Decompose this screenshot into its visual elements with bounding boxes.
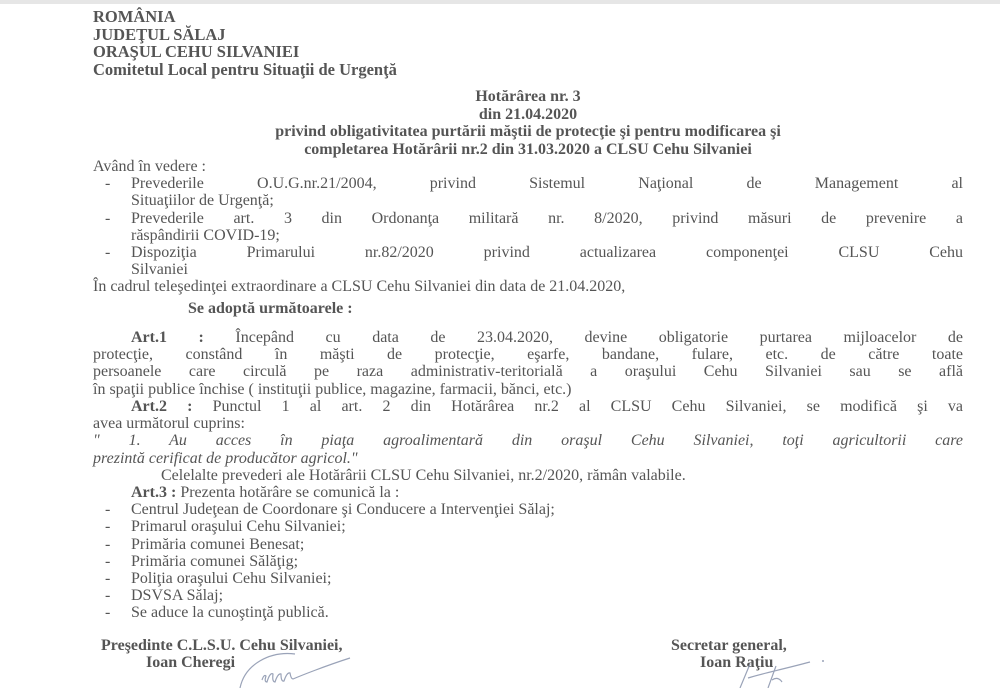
- bullet-dash: -: [105, 570, 111, 588]
- article-2-line: avea următorul cuprins:: [93, 415, 245, 433]
- signature-right-role: Secretar general,: [671, 637, 787, 654]
- recipient-item: [93, 604, 963, 621]
- preamble-session: În cadrul teleşedinţei extraordinare a CLSU Cehu Silvaniei din data de 21.04.2020,: [93, 278, 626, 296]
- recipient-item: [93, 570, 963, 587]
- article-2: [93, 398, 963, 484]
- article-2-quote-line: prezintă cerificat de producător agricol.": [93, 449, 358, 467]
- article-1-line: în spaţii publice închise ( instituţii publice, magazine, farmacii, bănci, etc.): [93, 380, 572, 398]
- preamble-item-line: Prevederile art. 3 din Ordonanţa militară nr. 8/2020, privind măsuri de prevenire a: [131, 209, 963, 227]
- bullet-dash: -: [105, 587, 111, 605]
- bullet-dash: -: [105, 552, 111, 570]
- adoption-heading: Se adoptă următoarele :: [188, 300, 353, 317]
- preamble-item-line: Silvaniei: [131, 261, 188, 279]
- decision-date: din 21.04.2020: [478, 105, 578, 123]
- bullet-dash: -: [105, 175, 111, 193]
- article-1-line: protecţie, constând în măşti de protecţie, eşarfe, bandane, fulare, etc. de către toate: [93, 346, 963, 364]
- recipient-text: Centrul Judeţean de Coordonare şi Conducere a Intervenţiei Sălaj;: [131, 501, 555, 519]
- bullet-dash: -: [105, 501, 111, 519]
- article-1: [93, 329, 963, 398]
- article-2-text: Punctul 1 al art. 2 din Hotărârea nr.2 al CLSU Cehu Silvaniei, se modifică şi va: [212, 398, 963, 415]
- signature-scribble-left: [200, 646, 400, 688]
- bullet-dash: -: [105, 209, 111, 227]
- decision-subject-line-1: privind obligativitatea purtării măştii de protecţie şi pentru modificarea şi: [275, 123, 781, 140]
- article-2-line: [93, 398, 963, 415]
- bullet-dash: -: [105, 535, 111, 553]
- preamble: [93, 158, 963, 296]
- header-country: ROMÂNIA: [93, 7, 176, 26]
- article-2-quote-line: " 1. Au acces în piaţa agroalimentară din oraşul Cehu Silvaniei, toţi agricultorii care: [93, 432, 963, 450]
- article-3-text: Prezenta hotărâre se comunică la :: [180, 484, 400, 501]
- signature-right-name: Ioan Raţiu: [700, 654, 774, 671]
- article-3: [93, 484, 963, 622]
- bullet-dash: -: [105, 604, 111, 622]
- preamble-item: [93, 175, 963, 209]
- recipient-text: Primăria comunei Benesat;: [131, 535, 305, 553]
- recipient-text: Primarul oraşului Cehu Silvaniei;: [131, 518, 346, 536]
- top-edge-bar: [0, 0, 1000, 4]
- signature-scribble-right: [720, 656, 840, 688]
- recipient-item: [93, 501, 963, 518]
- recipient-item: [93, 587, 963, 604]
- bullet-dash: -: [105, 518, 111, 536]
- preamble-item-line: răspândirii COVID-19;: [131, 226, 280, 244]
- article-1-line: [93, 329, 963, 346]
- preamble-item-line: Situaţiilor de Urgenţă;: [131, 192, 274, 210]
- preamble-intro: Având în vedere :: [93, 158, 206, 175]
- decision-subject-line-2: completarea Hotărârii nr.2 din 31.03.2020 a CLSU Cehu Silvaniei: [304, 140, 752, 158]
- article-1-line: persoanele care circulă pe raza administrativ-teritorială a oraşului Cehu Silvaniei sau se află: [93, 363, 963, 381]
- article-3-separator: :: [166, 484, 181, 501]
- preamble-item-line: Dispoziţia Primarului nr.82/2020 privind actualizarea componenţei CLSU Cehu: [131, 244, 963, 262]
- header-committee: Comitetul Local pentru Situaţii de Urgenţă: [93, 59, 397, 79]
- preamble-item: [93, 244, 963, 278]
- preamble-item-line: Prevederile O.U.G.nr.21/2004, privind Sistemul Naţional de Management al: [131, 175, 963, 193]
- article-1-text: Începând cu data de 23.04.2020, devine obligatorie purtarea mijloacelor de: [235, 329, 964, 346]
- recipient-text: DSVSA Sălaj;: [131, 587, 224, 605]
- article-2-separator: :: [166, 398, 213, 415]
- bullet-dash: -: [105, 244, 111, 262]
- recipient-text: Primăria comunei Sălăţig;: [131, 552, 299, 570]
- signature-left-role: Preşedinte C.L.S.U. Cehu Silvaniei,: [101, 637, 343, 654]
- article-3-line: [93, 484, 963, 501]
- recipient-item: [93, 553, 963, 570]
- article-2-label: Art.2: [131, 398, 167, 415]
- recipient-item: [93, 518, 963, 535]
- recipient-item: [93, 536, 963, 553]
- decision-title: [93, 88, 963, 158]
- document-header: [93, 8, 397, 78]
- article-1-separator: :: [166, 329, 236, 346]
- signature-left-name: Ioan Cheregi: [146, 654, 236, 671]
- article-2-remaining: Celelalte prevederi ale Hotărârii CLSU Cehu Silvaniei, nr.2/2020, rămân valabile.: [161, 466, 686, 484]
- decision-number: Hotărârea nr. 3: [475, 88, 581, 105]
- header-town: ORAŞUL CEHU SILVANIEI: [93, 42, 300, 61]
- recipient-text: Se aduce la cunoştinţă publică.: [131, 604, 329, 622]
- preamble-item: [93, 210, 963, 244]
- header-county: JUDEŢUL SĂLAJ: [93, 24, 226, 44]
- recipient-text: Poliţia oraşului Cehu Silvaniei;: [131, 570, 332, 588]
- article-3-label: Art.3: [131, 484, 167, 501]
- article-1-label: Art.1: [131, 329, 167, 346]
